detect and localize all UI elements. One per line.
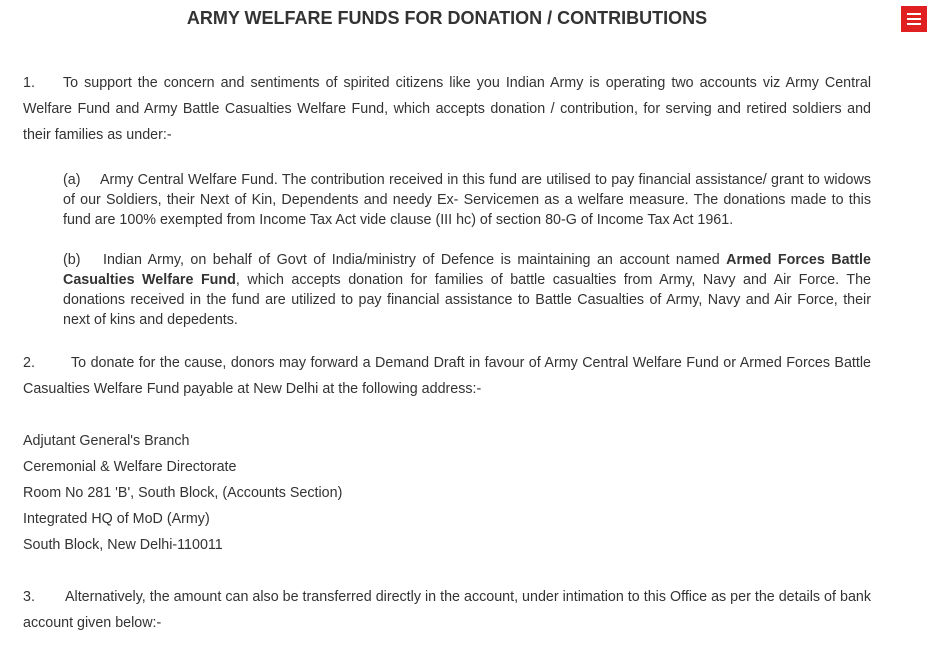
- menu-icon-bar: [907, 18, 921, 20]
- paragraph-2: [23, 350, 871, 402]
- menu-button[interactable]: [901, 6, 927, 32]
- address-line: Adjutant General's Branch: [23, 433, 190, 449]
- sub-paragraph-a: [63, 170, 871, 230]
- main-content: [23, 70, 871, 636]
- sub-paragraph-text-continued: , which accepts donation for families of battle casualties from Army, Navy and Air Force. The donations received in the fund are utilized to pay financial assistance to Battle Casualties of Army, Navy and Air Force, their next of kins and depedents.: [63, 272, 871, 328]
- paragraph-text: To donate for the cause, donors may forward a Demand Draft in favour of Army Central Welfare Fund or Armed Forces Battle Casualties Welfare Fund payable at New Delhi at the following address:-: [23, 355, 871, 397]
- address-line: Room No 281 'B', South Block, (Accounts Section): [23, 485, 343, 501]
- sub-paragraph-text: Indian Army, on behalf of Govt of India/ministry of Defence is maintaining an account named: [103, 252, 727, 268]
- sub-paragraph-label: (b): [63, 252, 81, 268]
- paragraph-3: [23, 584, 871, 636]
- paragraph-text: To support the concern and sentiments of spirited citizens like you Indian Army is operating two accounts viz Army Central Welfare Fund and Army Battle Casualties Welfare Fund, which accepts donation / contribution, for serving and retired soldiers and their families as under:-: [23, 75, 871, 143]
- paragraph-text: Alternatively, the amount can also be transferred directly in the account, under intimation to this Office as per the details of bank account given below:-: [23, 589, 871, 631]
- paragraph-number: 2.: [23, 355, 35, 371]
- sub-paragraph-text: Army Central Welfare Fund. The contribution received in this fund are utilised to pay financial assistance/ grant to widows of our Soldiers, their Next of Kin, Dependents and needy Ex- Servicemen as a welfare measure. The donations made to this fund are 100% exempted from Income Tax Act vide clause (III hc) of section 80-G of Income Tax Act 1961.: [63, 172, 871, 228]
- menu-icon: [907, 13, 921, 15]
- address-line: Integrated HQ of MoD (Army): [23, 511, 210, 527]
- address-line: Ceremonial & Welfare Directorate: [23, 459, 237, 475]
- address-line: South Block, New Delhi-110011: [23, 537, 223, 553]
- menu-icon-bar: [907, 23, 921, 25]
- fund-name-bold: Armed Forces Battle Casualties Welfare Fund: [63, 252, 871, 288]
- paragraph-number: 1.: [23, 75, 35, 91]
- paragraph-1: [23, 70, 871, 148]
- page-title: ARMY WELFARE FUNDS FOR DONATION / CONTRIBUTIONS: [186, 8, 708, 28]
- postal-address: [23, 428, 871, 558]
- sub-paragraph-label: (a): [63, 172, 81, 188]
- sub-paragraph-b: [63, 250, 871, 330]
- paragraph-number: 3.: [23, 589, 35, 605]
